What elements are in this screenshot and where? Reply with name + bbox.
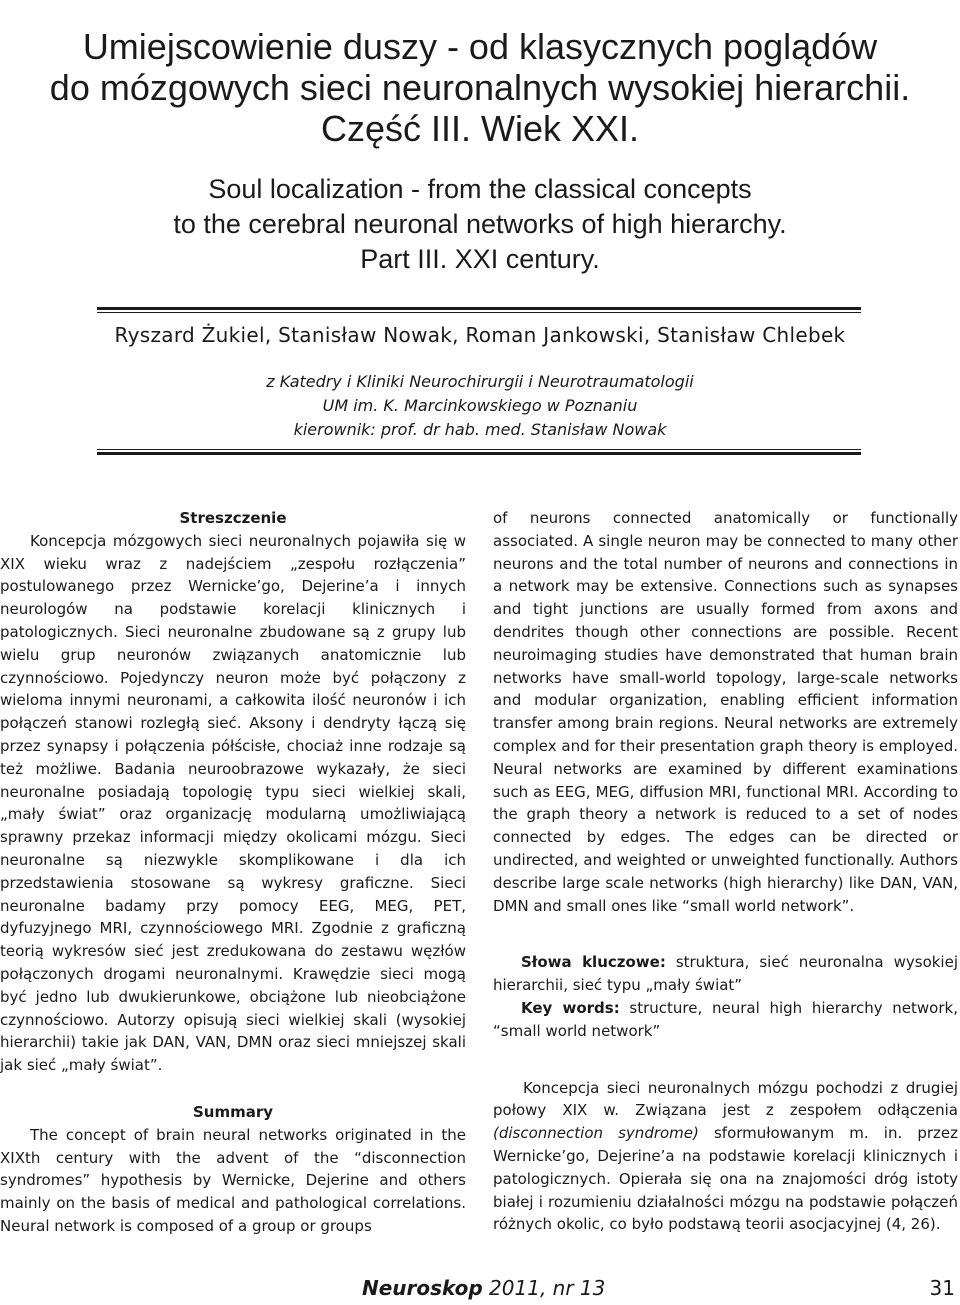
title-polish-line-1: Umiejscowienie duszy - od klasycznych poglądów <box>82 26 878 67</box>
summary-text-part-1: The concept of brain neural networks originated in the XIXth century with the advent of the “disconnection syndromes” hypothesis by Wernicke, Dejerine and others mainly on the basis of medical and pathological correlations. Neural network is composed of a group or groups <box>0 1125 466 1235</box>
bottom-double-rule <box>97 449 861 455</box>
abstract-heading: Streszczenie <box>179 509 287 527</box>
affiliation <box>100 370 860 442</box>
summary-heading: Summary <box>192 1102 274 1121</box>
title-english <box>60 172 900 277</box>
intro-italic-term: (disconnection syndrome) <box>493 1124 699 1143</box>
page-footer <box>0 1276 960 1304</box>
affiliation-line-3: kierownik: prof. dr hab. med. Stanisław Nowak <box>293 420 667 439</box>
left-column <box>0 507 466 1238</box>
keywords-polish <box>493 951 958 997</box>
intro-text-2: sformułowanym m. in. przez Wernicke’go, Dejerine’a na podstawie korelacji klinicznych i patologicznych. Opierała się ona na znajomości dróg istoty białej i rozumieniu działalności mózgu na podstawie połączeń różnych okolic, co było podstawą teorii asocjacyjnej (4, 26). <box>493 1124 958 1234</box>
top-double-rule <box>97 307 861 313</box>
title-english-line-3: Part III. XXI century. <box>360 244 600 274</box>
journal-issue: 2011, nr 13 <box>482 1276 606 1300</box>
journal-citation <box>362 1276 605 1300</box>
page-number: 31 <box>929 1276 955 1300</box>
authors: Ryszard Żukiel, Stanisław Nowak, Roman Jankowski, Stanisław Chlebek <box>114 323 846 347</box>
intro-text-1: Koncepcja sieci neuronalnych mózgu pochodzi z drugiej połowy XIX w. Związana jest z zespołem odłączenia <box>493 1078 958 1120</box>
journal-name: Neuroskop <box>362 1276 483 1300</box>
title-polish-line-3: Część III. Wiek XXI. <box>320 108 640 149</box>
abstract-text: Koncepcja mózgowych sieci neuronalnych pojawiła się w XIX wieku wraz z nadejściem „zespołu rozłączenia” postulowanego przez Wernicke’go, Dejerine’a i innych neurologów na podstawie korelacji klinicznych i patologicznych. Sieci neuronalne zbudowane są z grupy lub wielu grup neuronów związanych anatomicznie lub czynnościowo. Pojedynczy neuron może być połączony z wieloma innymi neuronami, a całkowita ilość neuronów i ich połączeń stanowi rozległą sieć. Aksony i dendryty łączą się przez synapsy i połączenia półścisłe, chociaż inne rodzaje są też możliwe. Badania neuroobrazowe wykazały, że sieci neuronalne posiadają topologię typu sieci wielkiej skali, „mały świat” oraz organizację modularną umożliwiającą sprawny przekaz informacji między okolicami mózgu. Sieci neuronalne są niezwykle skomplikowane i dla ich przedstawienia stosowane są wykresy graficzne. Sieci neuronalne badamy przy pomocy EEG, MEG, PET, dyfuzyjnego MRI, czynnościowego MRI. Zgodnie z graficzną teorią wykresów sieć jest zredukowana do zestawu węzłów połączonych drogami neuronalnymi. Krawędzie sieci mogą być jedno lub dwukierunkowe, obciążone lub nieobciążone czynnościowo. Autorzy opisują sieci wielkiej skali (wysokiej hierarchii) takie jak DAN, VAN, DMN oraz sieci mniejszej skali jak sieć „mały świat”. <box>0 531 466 1075</box>
affiliation-line-2: UM im. K. Marcinkowskiego w Poznaniu <box>322 396 638 415</box>
summary-text-part-2: of neurons connected anatomically or functionally associated. A single neuron may be connected to many other neurons and the total number of neurons and connections in a network may be extensive. Connections such as synapses and tight junctions are usually formed from axons and dendrites though other connections are possible. Recent neuroimaging studies have demonstrated that human brain networks have small-world topology, large-scale networks and modular organization, enabling efficient information transfer among brain regions. Neural networks are extremely complex and for their presentation graph theory is employed. Neural networks are examined by different examinations such as EEG, MEG, diffusion MRI, functional MRI. According to the graph theory a network is reduced to a set of nodes connected by edges. The edges can be directed or undirected, and weighted or unweighted functionally. Authors describe large scale networks (high hierarchy) like DAN, VAN, DMN and small ones like “small world network”. <box>493 509 958 915</box>
introduction-paragraph <box>493 1077 958 1237</box>
title-polish <box>40 26 920 149</box>
affiliation-line-1: z Katedry i Kliniki Neurochirurgii i Neurotraumatologii <box>266 372 694 391</box>
keywords-polish-label: Słowa kluczowe: <box>521 953 666 972</box>
keywords-english <box>493 997 958 1043</box>
right-column <box>493 507 958 1236</box>
title-polish-line-2: do mózgowych sieci neuronalnych wysokiej hierarchii. <box>49 67 911 108</box>
keywords-english-label: Key words: <box>521 998 620 1017</box>
keywords-english-text: structure, neural high hierarchy network, “small world network” <box>493 998 958 1040</box>
title-english-line-1: Soul localization - from the classical concepts <box>208 174 752 204</box>
title-english-line-2: to the cerebral neuronal networks of high hierarchy. <box>173 209 787 239</box>
keywords-polish-text: struktura, sieć neuronalna wysokiej hierarchii, sieć typu „mały świat” <box>493 953 958 995</box>
